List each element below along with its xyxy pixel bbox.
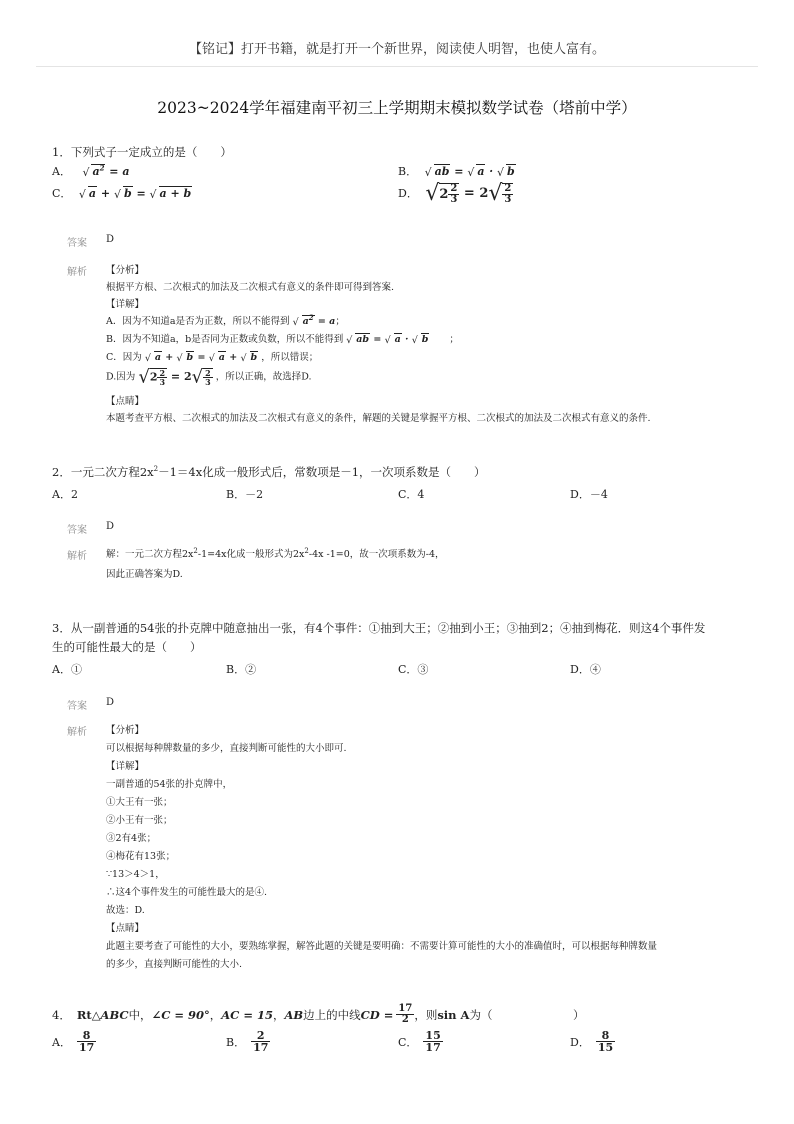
- q3-explain-line: 一副普通的54张的扑克牌中，: [106, 779, 233, 790]
- q4-option-a: [52, 1030, 96, 1053]
- q1-explain-c: [106, 349, 318, 363]
- q1-explain-b-math: √ ab = √ a · √ b: [346, 334, 429, 345]
- q1-option-c-math: √ a + √ b = √ a + b: [79, 187, 192, 200]
- q1-dianjing-heading: 【点睛】: [106, 396, 145, 407]
- q1-option-b-math: √ ab = √ a · √ b: [425, 165, 516, 178]
- q4-angle: ∠C = 90°: [151, 1007, 210, 1022]
- q1-stem: 1．下列式子一定成立的是（ ）: [52, 145, 232, 159]
- q4-sin: sin A: [437, 1007, 470, 1022]
- q1-explain-c-math: √ a + √ b = √ a + √ b: [145, 352, 258, 363]
- q1-option-c: [52, 185, 192, 201]
- q2-explain-1-mid: -1=4x化成一般形式为2x: [197, 549, 305, 560]
- q1-option-d: [398, 181, 513, 206]
- q1-fenxi-heading: 【分析】: [106, 265, 145, 276]
- q4-stem: [52, 1004, 584, 1025]
- q2-answer-value: D: [106, 521, 115, 532]
- q4-option-a-fraction: [77, 1030, 96, 1053]
- q1-answer-value: D: [106, 234, 115, 245]
- q3-option-c: C．③: [398, 663, 429, 676]
- q3-explain-line: ③2有4张；: [106, 833, 157, 844]
- q4-ze: ，则: [414, 1007, 438, 1022]
- q1-explain-b-text: B．因为不知道a，b是否同为正数或负数，所以不能得到: [106, 334, 344, 345]
- q4-option-d-label: D．: [570, 1035, 590, 1049]
- q3-analysis-label: 解析: [67, 727, 87, 738]
- q4-option-c-den: 17: [425, 1041, 441, 1054]
- q2-stem-pre: 2．一元二次方程2x: [52, 465, 154, 479]
- q3-explain-line: 【详解】: [106, 761, 145, 772]
- q4-option-d-fraction: [596, 1030, 615, 1053]
- q3-explain-line: ∵13＞4＞1，: [106, 869, 165, 880]
- q1-explain-a-math: √ $a^2 = a$: [293, 316, 336, 327]
- header-divider: [36, 66, 758, 67]
- q4-option-c-fraction: [423, 1030, 442, 1053]
- q3-explain-line: ①大王有一张；: [106, 797, 173, 808]
- q1-explain-c-post: ，所以错误；: [261, 352, 319, 363]
- q4-number: 4．: [52, 1007, 71, 1022]
- q1-explain-d-math: √2 $\frac{2}{3}$ = 2√ $\frac{2}{3}$: [138, 366, 211, 387]
- q4-rt: Rt: [76, 1007, 92, 1022]
- q2-option-a: A．2: [52, 488, 78, 501]
- q2-explain-1-pre: 解：一元二次方程2x: [106, 549, 194, 560]
- q3-explain-line: ∴这4个事件发生的可能性最大的是④.: [106, 887, 268, 898]
- q4-ac: AC = 15: [221, 1007, 273, 1022]
- q4-cd: CD =: [360, 1007, 394, 1022]
- q4-option-c: [398, 1030, 443, 1053]
- q1-option-a-label: A．: [52, 165, 71, 178]
- q3-explain-line: 【分析】: [106, 725, 145, 736]
- q1-explain-c-pre: C．因为: [106, 352, 142, 363]
- q4-triangle: △ABC: [91, 1007, 129, 1022]
- q4-option-b-label: B．: [226, 1035, 246, 1049]
- q1-option-a-math: √ $a^2 = a$: [82, 165, 129, 178]
- q1-explain-d: [106, 366, 312, 387]
- q4-cd-den: 2: [401, 1014, 409, 1025]
- q1-explain-d-pre: D.因为: [106, 371, 136, 383]
- q1-option-b: [398, 163, 516, 179]
- q4-wei: 为（ ）: [469, 1007, 585, 1022]
- q1-option-d-math: √2 $\frac{2}{3}$ = 2√ $\frac{2}{3}$: [425, 181, 512, 206]
- q3-answer-value: D: [106, 697, 115, 708]
- q2-option-d: D．－4: [570, 488, 608, 501]
- q4-option-b-fraction: [251, 1030, 270, 1053]
- q1-option-c-label: C．: [52, 187, 72, 200]
- q4-sep2: ，: [272, 1007, 285, 1022]
- q3-option-b: B．②: [226, 663, 257, 676]
- q4-option-d-den: 15: [597, 1041, 614, 1054]
- q3-explain-line: 可以根据每种牌数量的多少，直接判断可能性的大小即可.: [106, 743, 347, 754]
- q4-option-a-num: 8: [77, 1030, 96, 1042]
- q2-analysis-label: 解析: [67, 551, 87, 562]
- q1-explain-d-post: ，所以正确，故选择D.: [215, 371, 312, 383]
- page-title: 2023~2024学年福建南平初三上学期期末模拟数学试卷（塔前中学）: [157, 99, 637, 117]
- q1-option-d-label: D．: [398, 187, 418, 200]
- q2-stem: 2．一元二次方程$2x^2-1=4x$化成一般形式后，常数项是－1，一次项系数是（ ）: [52, 465, 486, 479]
- q3-explain-line: 故选：D.: [106, 905, 145, 916]
- q4-option-b-num: 2: [251, 1030, 270, 1042]
- q4-option-c-label: C．: [398, 1035, 418, 1049]
- q4-cd-num: 17: [398, 1003, 413, 1014]
- q2-explain-1-post: -4x -1=0，故一次项系数为-4，: [308, 549, 445, 560]
- q4-cd-fraction: [396, 1004, 414, 1025]
- q1-analysis-label: 解析: [67, 267, 87, 278]
- q1-fenxi-text: 根据平方根、二次根式的加法及二次根式有意义的条件即可得到答案.: [106, 282, 395, 293]
- q4-option-d-num: 8: [596, 1030, 615, 1042]
- q1-answer-label: 答案: [67, 238, 87, 249]
- q2-explain-2: 因此正确答案为D.: [106, 569, 183, 580]
- q4-option-a-den: 17: [78, 1041, 95, 1054]
- q3-option-d: D．④: [570, 663, 601, 676]
- q3-explain-line: ④梅花有13张；: [106, 851, 176, 862]
- q4-option-c-num: 15: [425, 1029, 441, 1042]
- q3-option-a: A．①: [52, 663, 82, 676]
- q2-answer-label: 答案: [67, 525, 87, 536]
- q2-explain-1: 解：一元二次方程$2x^2-1=4x$化成一般形式为$2x^2-4x$ -1=0，故一次项系数为-4，: [106, 546, 445, 560]
- q2-stem-post: －1＝4x化成一般形式后，常数项是－1，一次项系数是（ ）: [158, 465, 486, 479]
- q4-option-b-den: 17: [253, 1041, 269, 1054]
- q1-explain-a-text: A．因为不知道a是否为正数，所以不能得到: [106, 316, 290, 328]
- q1-dianjing-text: 本题考查平方根、二次根式的加法及二次根式有意义的条件，解题的关键是掌握平方根、二次根式的加法及二次根式有意义的条件.: [106, 413, 651, 424]
- q3-answer-label: 答案: [67, 701, 87, 712]
- q3-explain-line: 此题主要考查了可能性的大小，要熟练掌握，解答此题的关键是要明确：不需要计算可能性的大小的准确值时，可以根据每种牌数量: [106, 941, 658, 952]
- q1-option-b-label: B．: [398, 165, 418, 178]
- q2-option-c: C．4: [398, 488, 425, 501]
- q1-option-a: [52, 163, 129, 179]
- q1-xiangjie-heading: 【详解】: [106, 299, 145, 310]
- q3-stem-line1: 3．从一副普通的54张的扑克牌中随意抽出一张，有4个事件：①抽到大王；②抽到小王；③抽到2；④抽到梅花．则这4个事件发: [52, 621, 706, 635]
- motto: 【铭记】打开书籍，就是打开一个新世界，阅读使人明智，也使人富有。: [188, 42, 605, 57]
- q3-explain-line: 的多少，直接判断可能性的大小.: [106, 959, 243, 970]
- q4-option-a-label: A．: [52, 1035, 71, 1049]
- q3-explain-line: 【点睛】: [106, 923, 145, 934]
- q4-option-b: [226, 1030, 270, 1053]
- q4-zhong: 中，: [128, 1007, 152, 1022]
- q1-explain-b: B．因为不知道a，b是否同为正数或负数，所以不能得到 √ ab = √ a · √ b ；: [106, 331, 459, 345]
- q4-option-d: [570, 1030, 615, 1053]
- q4-median: 边上的中线: [303, 1007, 361, 1022]
- q3-stem-line2: 生的可能性最大的是（ ）: [52, 640, 202, 654]
- q1-explain-a: A．因为不知道a是否为正数，所以不能得到 √ $a^2 = a$；: [106, 313, 345, 327]
- q2-option-b: B．－2: [226, 488, 264, 501]
- q4-ab: AB: [284, 1007, 304, 1022]
- q4-sep1: ，: [209, 1007, 222, 1022]
- q3-explain-line: ②小王有一张；: [106, 815, 173, 826]
